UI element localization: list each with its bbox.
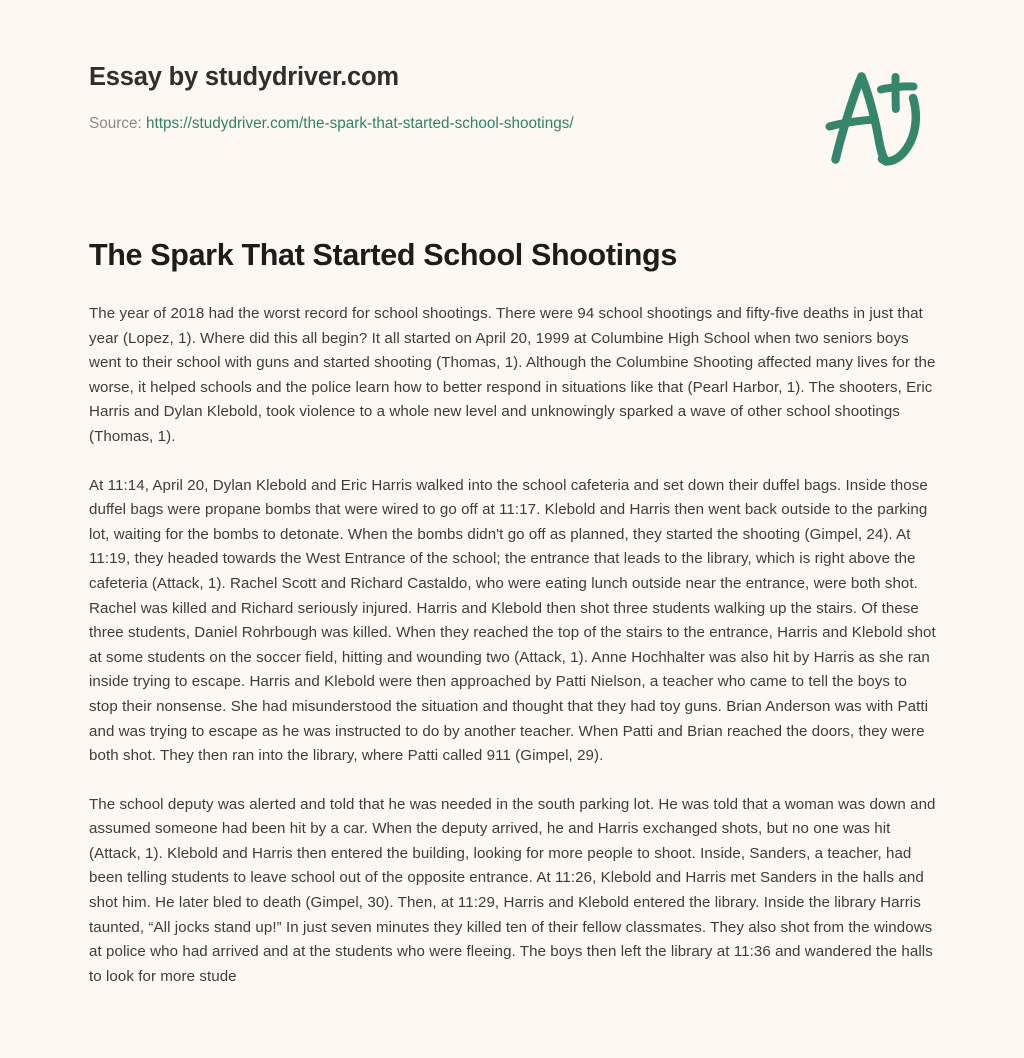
essay-text <box>89 302 937 989</box>
brand-block <box>89 61 709 135</box>
page-title: The Spark That Started School Shootings <box>89 238 677 272</box>
source-line <box>89 113 709 135</box>
a-plus-handwritten-icon <box>812 60 932 172</box>
a-plus-logo[interactable] <box>812 60 932 172</box>
source-url-link[interactable]: https://studydriver.com/the-spark-that-started-school-shootings/ <box>145 115 574 132</box>
brand-title: Essay by studydriver.com <box>89 63 399 91</box>
document-body <box>89 236 937 989</box>
paragraph: The school deputy was alerted and told that he was needed in the south parking lot. He was told that a woman was down and assumed someone had been hit by a car. When the deputy arrived, he and Harris exchanged shots, but no one was hit (Attack, 1). Klebold and Harris then entered the building, looking for more people to shoot. Inside, Sanders, a teacher, had been telling students to leave school out of the opposite entrance. At 11:26, Klebold and Harris met Sanders in the halls and shot him. He later bled to death (Gimpel, 30). Then, at 11:29, Harris and Klebold entered the library. Inside the library Harris taunted, “All jocks stand up!” In just seven minutes they killed ten of their fellow classmates. They also shot from the windows at police who had arrived and at the students who were fleeing. The boys then left the library at 11:36 and wandered the halls to look for more stude <box>89 795 936 985</box>
paragraph: The year of 2018 had the worst record for school shootings. There were 94 school shootings and fifty-five deaths in just that year (Lopez, 1). Where did this all begin? It all started on April 20, 1999 at Columbine High School when two seniors boys went to their school with guns and started shooting (Thomas, 1). Although the Columbine Shooting affected many lives for the worse, it helped schools and the police learn how to better respond in situations like that (Pearl Harbor, 1). The shooters, Eric Harris and Dylan Klebold, took violence to a whole new level and unknowingly sparked a wave of other school shootings (Thomas, 1). <box>89 305 936 445</box>
source-label: Source: <box>89 115 142 132</box>
paragraph: At 11:14, April 20, Dylan Klebold and Eric Harris walked into the school cafeteria and set down their duffel bags. Inside those duffel bags were propane bombs that were wired to go off at 11:17. Klebold and Harris then went back outside to the parking lot, waiting for the bombs to detonate. When the bombs didn't go off as planned, they started the shooting (Gimpel, 24). At 11:19, they headed towards the West Entrance of the school; the entrance that leads to the library, which is right above the cafeteria (Attack, 1). Rachel Scott and Richard Castaldo, who were eating lunch outside near the entrance, were both shot. Rachel was killed and Richard seriously injured. Harris and Klebold then shot three students walking up the stairs. Of these three students, Daniel Rohrbough was killed. When they reached the top of the stairs to the entrance, Harris and Klebold shot at some students on the soccer field, hitting and wounding two (Attack, 1). Anne Hochhalter was also hit by Harris as she ran inside trying to escape. Harris and Klebold were then approached by Patti Nielson, a teacher who came to tell the boys to stop their nonsense. She had misunderstood the situation and thought that they had toy guns. Brian Anderson was with Patti and was trying to escape as he was instructed to do by another teacher. When Patti and Brian reached the doors, they were both shot. They then ran into the library, where Patti called 911 (Gimpel, 29). <box>89 476 936 765</box>
page-header <box>0 0 1024 200</box>
